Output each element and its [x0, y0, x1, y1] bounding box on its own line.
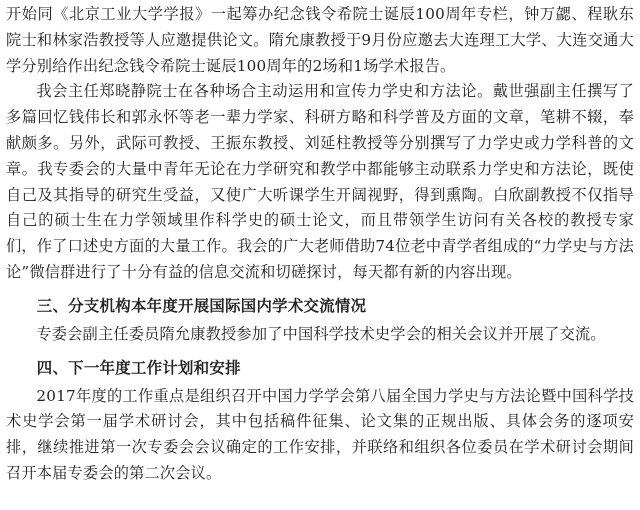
paragraph-body: 我会主任郑晓静院士在各种场合主动运用和宣传力学史和方法论。戴世强副主任撰写了多篇回忆钱伟长和郭永怀等老一辈力学家、科研方略和科学普及方面的文章，笔耕不辍，奉献颇多。另外，武际可教授、王振东教授、刘延柱教授等分别撰写了力学史或力学科普的文章。我专委会的大量中青年无论在力学研究和教学中都能够主动联系力学史和方法论，既使自己及其指导的研究生受益，又使广大听课学生开阔视野，得到熏陶。白欣副教授不仅指导自己的硕士生在力学领域里作科学史的硕士论文，而且带领学生访问有关各校的教授专家们，作了口述史方面的大量工作。我会的广大老师借助74位老中青学者组成的“力学史与方法论”微信群进行了十分有益的信息交流和切磋探讨，每天都有新的内容出现。 — [6, 82, 634, 281]
section-three — [6, 294, 634, 348]
section-body: 专委会副主任委员隋允康教授参加了中国科学技术史学会的相关会议并开展了交流。 — [36, 324, 606, 343]
section-heading: 三、分支机构本年度开展国际国内学术交流情况 — [36, 296, 367, 315]
paragraph-continuation: 开始同《北京工业大学学报》一起筹办纪念钱令希院士诞辰100周年专栏，钟万勰、程耿东院士和林家浩教授等人应邀提供论文。隋允康教授于9月份应邀去大连理工大学、大连交通大学分别给作出纪念钱令希院士诞辰100周年的2场和1场学术报告。 — [6, 5, 634, 75]
section-four — [6, 356, 634, 487]
section-heading: 四、下一年度工作计划和安排 — [36, 358, 241, 377]
section-body: 2017年度的工作重点是组织召开中国力学学会第八届全国力学史与方法论暨中国科学技术史学会第一届学术研讨会，其中包括稿件征集、论文集的正规出版、具体会务的逐项安排，继续推进第一次专委会会议确定的工作安排，并联络和组织各位委员在学术研讨会期间召开本届专委会的第二次会议。 — [6, 386, 634, 482]
